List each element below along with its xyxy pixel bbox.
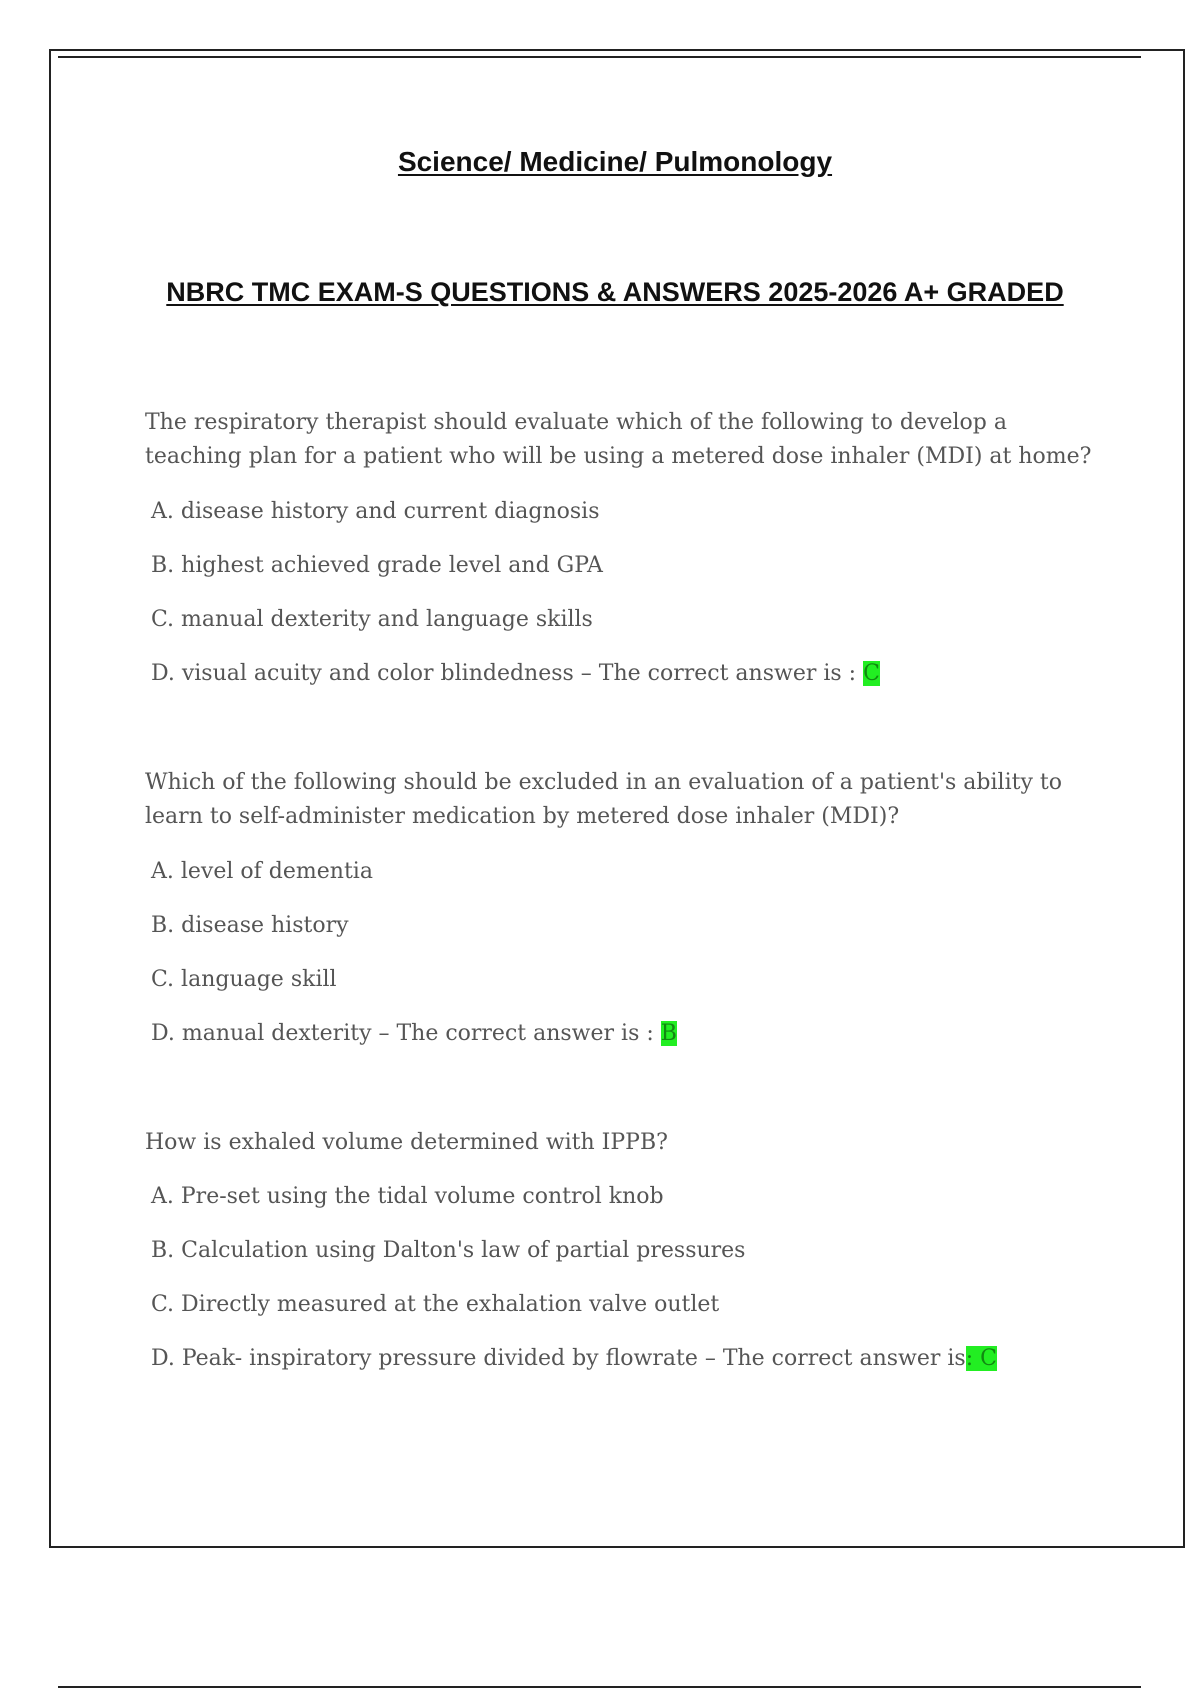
top-rule bbox=[58, 56, 1141, 58]
question-2-stem: Which of the following should be excluded in an evaluation of a patient's ability to learn to self-administer medication by metered dose inhaler (MDI)? bbox=[145, 770, 1062, 829]
question-1-stem: The respiratory therapist should evaluate which of the following to develop a teaching plan for a patient who will be using a metered dose inhaler (MDI) at home? bbox=[145, 410, 1092, 469]
question-3-option-a: A. Pre-set using the tidal volume control knob bbox=[151, 1184, 664, 1209]
question-3-option-d-text: D. Peak- inspiratory pressure divided by flowrate – The correct answer is bbox=[151, 1346, 966, 1371]
question-3-option-c: C. Directly measured at the exhalation valve outlet bbox=[151, 1292, 720, 1317]
question-2-option-a: A. level of dementia bbox=[151, 859, 373, 884]
question-3-answer-key: : C bbox=[965, 1346, 997, 1371]
question-1-option-d bbox=[151, 659, 1101, 689]
question-1-option-b: B. highest achieved grade level and GPA bbox=[151, 553, 603, 578]
question-3-stem: How is exhaled volume determined with IPPB? bbox=[145, 1130, 668, 1155]
question-2-option-d bbox=[151, 1019, 1101, 1049]
question-1-option-a: A. disease history and current diagnosis bbox=[151, 499, 600, 524]
question-1-answer-key: C bbox=[863, 661, 880, 686]
question-3-option-d bbox=[151, 1344, 1101, 1374]
question-2-answer-key: B bbox=[660, 1021, 677, 1046]
question-2-option-c: C. language skill bbox=[151, 967, 337, 992]
question-1-option-d-text: D. visual acuity and color blindedness – The correct answer is : bbox=[151, 661, 857, 686]
bottom-rule bbox=[58, 1686, 1141, 1688]
exam-title: NBRC TMC EXAM-S QUESTIONS & ANSWERS 2025-2026 A+ GRADED bbox=[166, 277, 1064, 307]
question-3-option-b: B. Calculation using Dalton's law of partial pressures bbox=[151, 1238, 746, 1263]
question-2-option-d-text: D. manual dexterity – The correct answer is : bbox=[151, 1021, 654, 1046]
subject-heading: Science/ Medicine/ Pulmonology bbox=[397, 146, 833, 177]
question-2-option-b: B. disease history bbox=[151, 913, 349, 938]
question-1-option-c: C. manual dexterity and language skills bbox=[151, 607, 593, 632]
